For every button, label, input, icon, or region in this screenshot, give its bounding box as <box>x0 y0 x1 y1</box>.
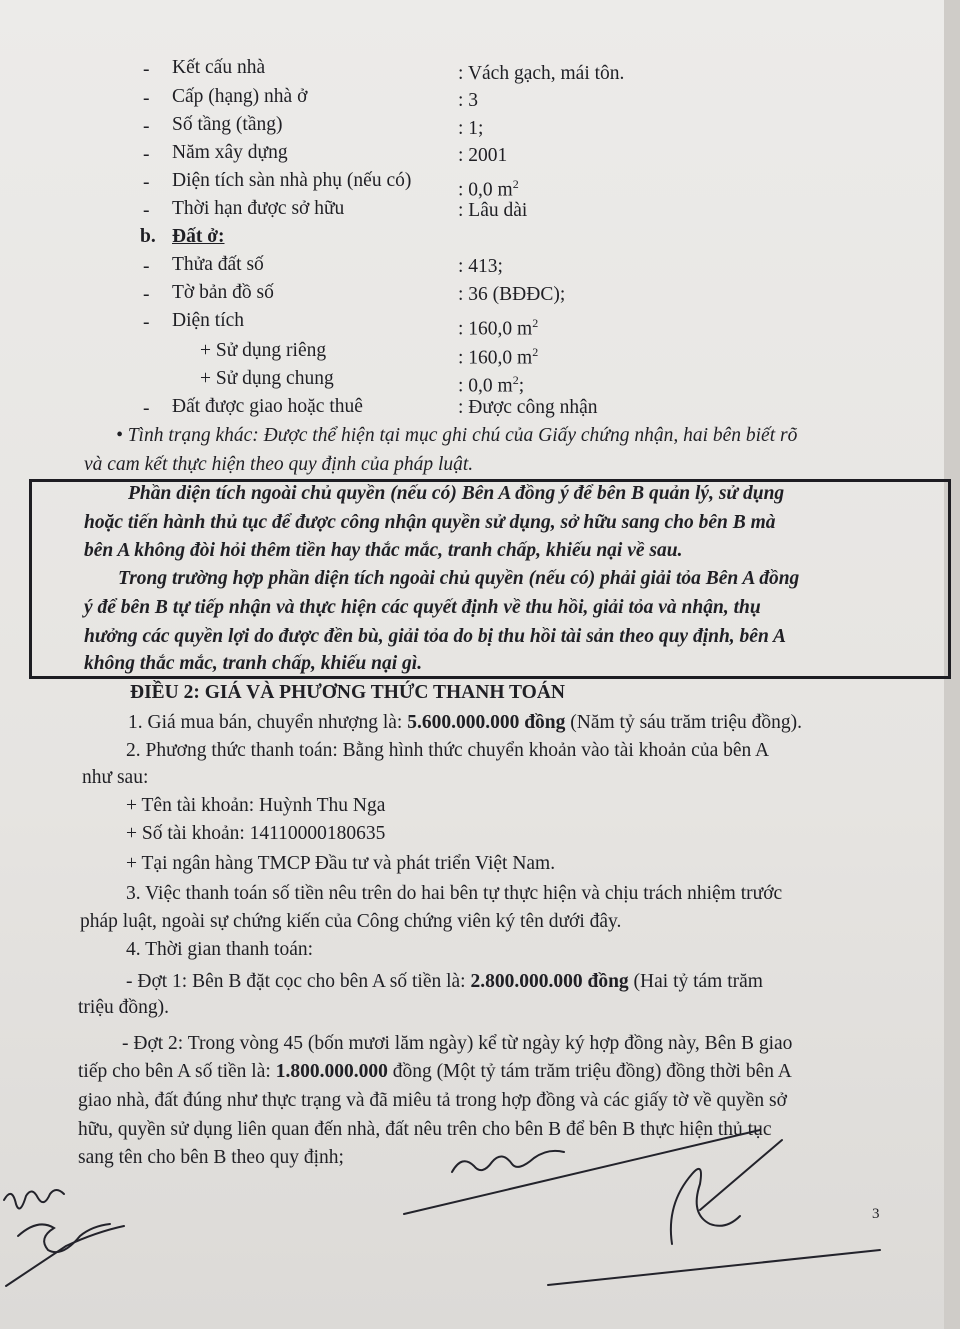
boxed-clause-line: Trong trường hợp phần diện tích ngoài chủ quyền (nếu có) phải giải tỏa Bên A đồng <box>118 568 800 589</box>
spec-value: : 1; <box>458 118 484 139</box>
boxed-clause-line: bên A không đòi hỏi thêm tiền hay thắc mắc, tranh chấp, khiếu nại về sau. <box>84 540 683 561</box>
other-status-line: • Tình trạng khác: Được thể hiện tại mục ghi chú của Giấy chứng nhận, hai bên biết rõ <box>116 425 798 446</box>
spec-label: + Sử dụng riêng <box>200 340 327 361</box>
installment-2-line: giao nhà, đất đúng như thực trạng và đã miêu tả trong hợp đồng và các giấy tờ về quyền sở <box>78 1090 787 1111</box>
signature-stroke <box>404 1130 760 1214</box>
spec-label: Đất được giao hoặc thuê <box>172 396 363 417</box>
spec-label: Cấp (hạng) nhà ở <box>172 86 308 107</box>
signature-stroke <box>548 1250 880 1285</box>
spec-label: Diện tích <box>172 310 245 331</box>
installment-2-line: sang tên cho bên B theo quy định; <box>78 1147 344 1168</box>
installment-2-line: - Đợt 2: Trong vòng 45 (bốn mươi lăm ngày) kể từ ngày ký hợp đồng này, Bên B giao <box>122 1033 793 1054</box>
page-number: 3 <box>872 1206 880 1222</box>
spec-value: : 36 (BĐĐC); <box>458 284 566 305</box>
article-title: ĐIỀU 2: GIÁ VÀ PHƯƠNG THỨC THANH TOÁN <box>130 682 566 703</box>
dash-marker: - <box>143 88 150 109</box>
installment-1-line: triệu đồng). <box>78 997 169 1018</box>
boxed-clause-line: hưởng các quyền lợi do được đền bù, giải tỏa do bị thu hồi tài sản theo quy định, bên A <box>84 626 786 647</box>
spec-label: Số tầng (tầng) <box>172 114 283 135</box>
spec-value: : 0,0 $m^2$ <box>458 177 519 201</box>
dash-marker: - <box>143 398 150 419</box>
boxed-clause-line: Phần diện tích ngoài chủ quyền (nếu có) Bên A đồng ý để bên B quản lý, sử dụng <box>128 483 785 504</box>
spec-value: : Được công nhận <box>458 397 598 418</box>
bank-name: + Tại ngân hàng TMCP Đầu tư và phát triển Việt Nam. <box>126 853 556 874</box>
signature-middle <box>452 1151 564 1172</box>
dash-marker: - <box>143 284 150 305</box>
spec-label: Năm xây dựng <box>172 142 288 163</box>
dash-marker: - <box>143 256 150 277</box>
spec-value: : Vách gạch, mái tôn. <box>458 63 625 84</box>
installment-2-line: hữu, quyền sử dụng liên quan đến nhà, đất nêu trên cho bên B để bên B thực hiện thủ tục <box>78 1119 772 1140</box>
spec-value: : 413; <box>458 256 503 277</box>
installment-1-line: - Đợt 1: Bên B đặt cọc cho bên A số tiền là: 2.800.000.000 đồng (Hai tỷ tám trăm <box>126 971 763 992</box>
dash-marker: - <box>143 200 150 221</box>
dash-marker: - <box>143 116 150 137</box>
payment-method-line: như sau: <box>82 767 149 788</box>
boxed-clause-line: ý để bên B tự tiếp nhận và thực hiện các quyết định về thu hồi, giải tỏa và nhận, thụ <box>84 597 761 618</box>
spec-value: : Lâu dài <box>458 200 528 221</box>
spec-label: Kết cấu nhà <box>172 57 266 78</box>
paragraph-line: 3. Việc thanh toán số tiền nêu trên do hai bên tự thực hiện và chịu trách nhiệm trước <box>126 883 783 904</box>
boxed-clause-line: không thắc mắc, tranh chấp, khiếu nại gì. <box>84 653 423 674</box>
spec-value: : 160,0 $m^2$ <box>458 316 539 340</box>
land-heading-marker: b. <box>140 226 156 247</box>
paragraph-line: pháp luật, ngoài sự chứng kiến của Công chứng viên ký tên dưới đây. <box>80 911 622 932</box>
account-number: + Số tài khoản: 14110000180635 <box>126 823 386 844</box>
dash-marker: - <box>143 172 150 193</box>
spec-value: : 0,0 $m^2$; <box>458 373 525 397</box>
price-line: 1. Giá mua bán, chuyển nhượng là: 5.600.000.000 đồng (Năm tỷ sáu trăm triệu đồng). <box>128 712 803 733</box>
spec-label: Thửa đất số <box>172 254 264 275</box>
dash-marker: - <box>143 144 150 165</box>
land-heading: Đất ở: <box>172 226 225 247</box>
payment-method-line: 2. Phương thức thanh toán: Bằng hình thức chuyển khoản vào tài khoản của bên A <box>126 740 770 761</box>
dash-marker: - <box>143 312 150 333</box>
dash-marker: - <box>143 59 150 80</box>
spec-value: : 160,0 $m^2$ <box>458 345 539 369</box>
signature-left <box>4 1190 64 1209</box>
spec-label: Tờ bản đồ số <box>172 282 274 303</box>
other-status-line: và cam kết thực hiện theo quy định của pháp luật. <box>84 454 474 475</box>
spec-label: Thời hạn được sở hữu <box>172 198 345 219</box>
boxed-clause-line: hoặc tiến hành thủ tục để được công nhận quyền sử dụng, sở hữu sang cho bên B mà <box>84 512 776 533</box>
spec-value: : 2001 <box>458 145 508 166</box>
account-name: + Tên tài khoản: Huỳnh Thu Nga <box>126 795 386 816</box>
spec-value: : 3 <box>458 90 479 111</box>
payment-time-heading: 4. Thời gian thanh toán: <box>126 939 314 960</box>
installment-2-line: tiếp cho bên A số tiền là: 1.800.000.000 đồng (Một tỷ tám trăm triệu đồng) đồng thời bên A <box>78 1061 792 1082</box>
spec-label: + Sử dụng chung <box>200 368 334 389</box>
spec-label: Diện tích sàn nhà phụ (nếu có) <box>172 170 412 191</box>
